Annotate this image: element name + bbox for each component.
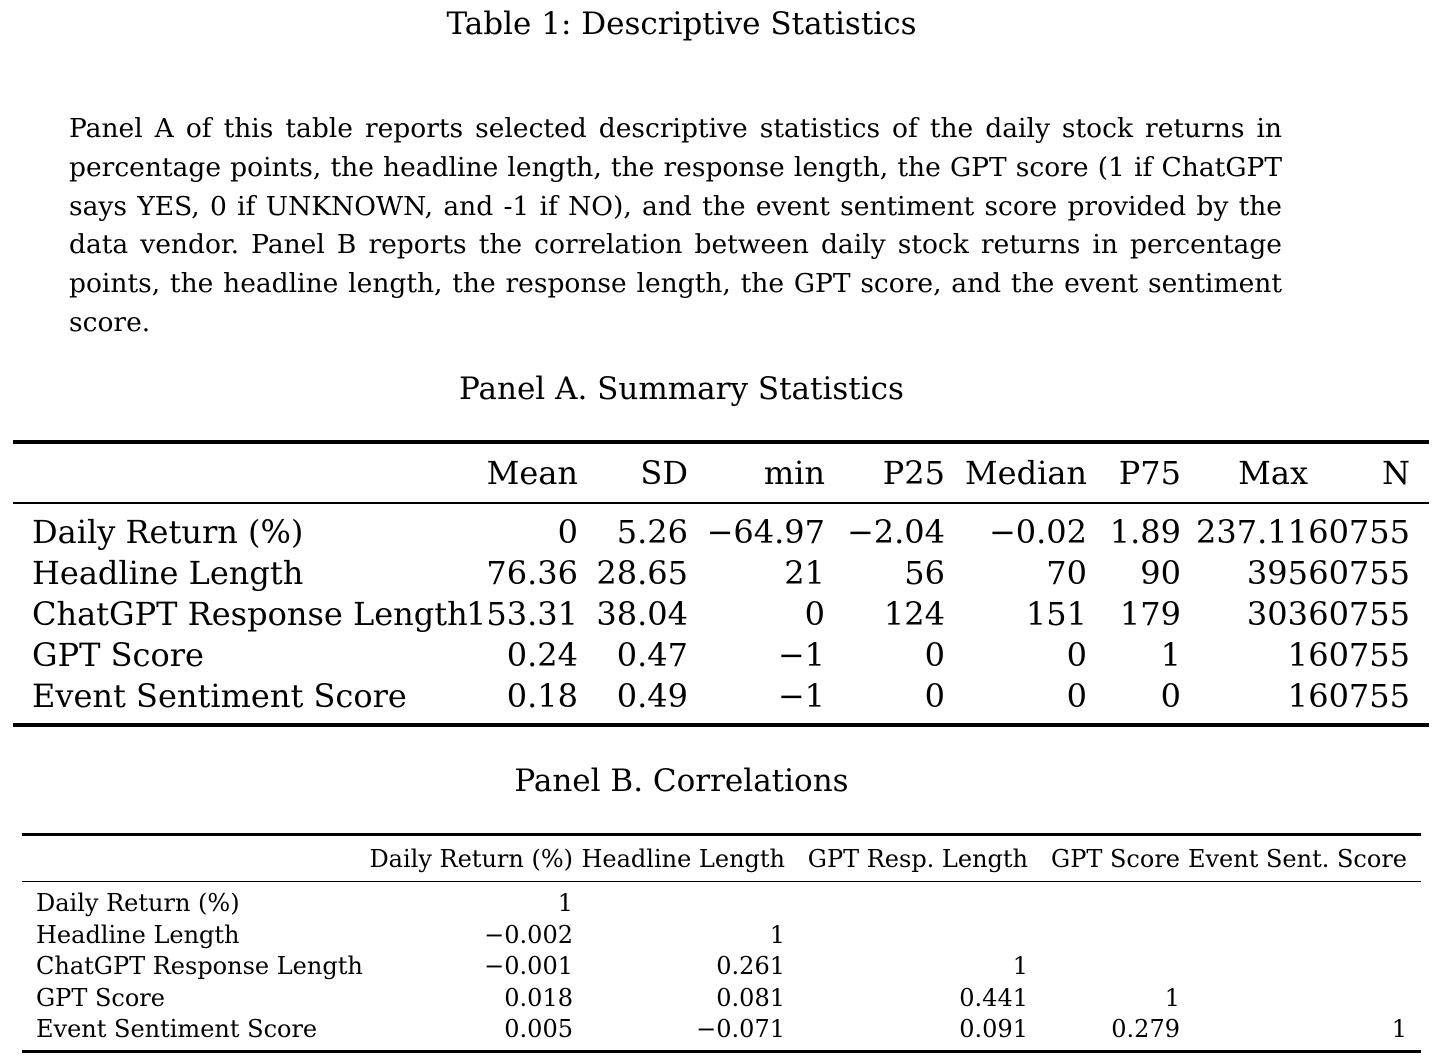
table-cell: 0	[1160, 677, 1181, 715]
table-cell	[1028, 951, 1180, 983]
row-label: ChatGPT Response Length	[32, 595, 468, 633]
table-cell: 1	[1012, 952, 1028, 981]
column-header-min: min	[763, 454, 825, 492]
column-header-n: N	[1382, 454, 1410, 492]
table-cell: −0.02	[988, 513, 1087, 551]
table-cell: 60755	[1308, 677, 1410, 715]
table-row	[22, 1014, 1421, 1051]
row-label: GPT Score	[36, 983, 165, 1012]
column-header-gpt-score: GPT Score	[1051, 844, 1180, 873]
table-cell: 0.005	[504, 1015, 573, 1044]
row-label: GPT Score	[32, 636, 204, 674]
column-header	[13, 442, 453, 503]
column-header-sd: SD	[640, 454, 688, 492]
table-cell: 0.081	[716, 983, 785, 1012]
column-header-median: Median	[964, 454, 1087, 492]
table-cell	[785, 882, 1028, 920]
table-cell	[1180, 920, 1421, 952]
table-row	[22, 882, 1421, 920]
table-cell: 90	[1140, 554, 1181, 592]
column-header-headline-length: Headline Length	[581, 844, 785, 873]
table-cell	[1180, 882, 1421, 920]
table-cell: 28.65	[596, 554, 688, 592]
table-cell: 0.18	[506, 677, 578, 715]
table-row	[13, 635, 1429, 676]
table-title: Table 1: Descriptive Statistics	[446, 6, 917, 42]
table-row	[22, 983, 1421, 1015]
table-cell	[1180, 983, 1421, 1015]
table-cell: −64.97	[706, 513, 825, 551]
table-cell: 60755	[1308, 513, 1410, 551]
table-cell: 1	[1287, 636, 1308, 674]
table-row	[13, 676, 1429, 725]
table-cell: 237.11	[1196, 513, 1308, 551]
table-cell: 395	[1246, 554, 1308, 592]
column-header-p75: P75	[1118, 454, 1181, 492]
table-cell: −1	[777, 677, 825, 715]
row-label: Daily Return (%)	[32, 513, 304, 551]
column-header-p25: P25	[882, 454, 945, 492]
column-header-daily-return: Daily Return (%)	[369, 844, 573, 873]
table-cell: 0	[1066, 636, 1087, 674]
summary-statistics-table	[13, 440, 1429, 727]
table-cell	[1028, 920, 1180, 952]
table-cell: 1	[557, 889, 573, 917]
table-cell: 0.441	[959, 983, 1028, 1012]
row-label: Headline Length	[32, 554, 304, 592]
table-cell: 0.018	[504, 983, 573, 1012]
table-row	[22, 951, 1421, 983]
table-cell: 0.279	[1111, 1015, 1180, 1044]
table-cell: −0.002	[484, 920, 573, 949]
table-cell: −0.071	[696, 1015, 785, 1044]
row-label: Event Sentiment Score	[32, 677, 407, 715]
table-cell	[1180, 951, 1421, 983]
table-cell: 60755	[1308, 636, 1410, 674]
table-cell: 179	[1119, 595, 1181, 633]
table-cell: 1	[769, 920, 785, 949]
table-cell: 1.89	[1109, 513, 1181, 551]
table-cell	[573, 882, 785, 920]
column-header	[22, 835, 362, 882]
table-cell: 60755	[1308, 595, 1410, 633]
table-cell: 0	[557, 513, 578, 551]
table-cell: 0	[924, 677, 945, 715]
table-cell: 38.04	[596, 595, 688, 633]
table-cell: 0.49	[616, 677, 688, 715]
correlations-table	[22, 833, 1421, 1053]
table-cell: 1	[1391, 1015, 1407, 1044]
table-cell: 0.091	[959, 1015, 1028, 1044]
table-cell: 0	[804, 595, 825, 633]
panel-b-title: Panel B. Correlations	[514, 763, 849, 799]
table-row	[13, 553, 1429, 594]
table-cell: 151	[1025, 595, 1087, 633]
table-cell: −1	[777, 636, 825, 674]
table-cell: 303	[1246, 595, 1308, 633]
table-cell	[1028, 882, 1180, 920]
table-cell: 153.31	[466, 595, 578, 633]
column-header-max: Max	[1238, 454, 1308, 492]
column-header-mean: Mean	[486, 454, 578, 492]
table-cell: 0.47	[616, 636, 688, 674]
table-cell: 0.261	[716, 952, 785, 981]
table-header-row	[13, 442, 1429, 503]
table-cell: 21	[784, 554, 825, 592]
row-label: Event Sentiment Score	[36, 1015, 318, 1044]
table-row	[13, 594, 1429, 635]
table-cell: 1	[1160, 636, 1181, 674]
table-cell: 1	[1287, 677, 1308, 715]
table-cell: 60755	[1308, 554, 1410, 592]
table-cell: 0	[1066, 677, 1087, 715]
table-cell: 0	[924, 636, 945, 674]
panel-a-title: Panel A. Summary Statistics	[459, 371, 904, 407]
row-label: Headline Length	[36, 920, 240, 949]
table-cell: 124	[883, 595, 945, 633]
table-cell: 0.24	[506, 636, 578, 674]
row-label: ChatGPT Response Length	[36, 952, 363, 981]
table-cell: 1	[1164, 983, 1180, 1012]
column-header-event-sent-score: Event Sent. Score	[1187, 844, 1407, 873]
table-header-row	[22, 835, 1421, 882]
table-cell	[785, 920, 1028, 952]
table-caption: Panel A of this table reports selected descriptive statistics of the daily stock returns in percentage points, the headline length, the response length, the GPT score (1 if ChatGPT says YES, 0 if UNKNOWN, and -1 if NO), and the event sentiment score provided by the data vendor. Panel B reports the correlation between daily stock returns in percentage points, the headline length, the response length, the GPT score, and the event sentiment score.	[69, 113, 1282, 338]
table-row	[13, 503, 1429, 553]
table-cell: 5.26	[616, 513, 688, 551]
table-cell: 56	[904, 554, 945, 592]
table-cell: −0.001	[484, 952, 573, 981]
column-header-gpt-resp-length: GPT Resp. Length	[807, 844, 1028, 873]
table-row	[22, 920, 1421, 952]
table-cell: 76.36	[486, 554, 578, 592]
table-cell: 70	[1046, 554, 1087, 592]
row-label: Daily Return (%)	[36, 889, 240, 917]
table-cell: −2.04	[846, 513, 945, 551]
